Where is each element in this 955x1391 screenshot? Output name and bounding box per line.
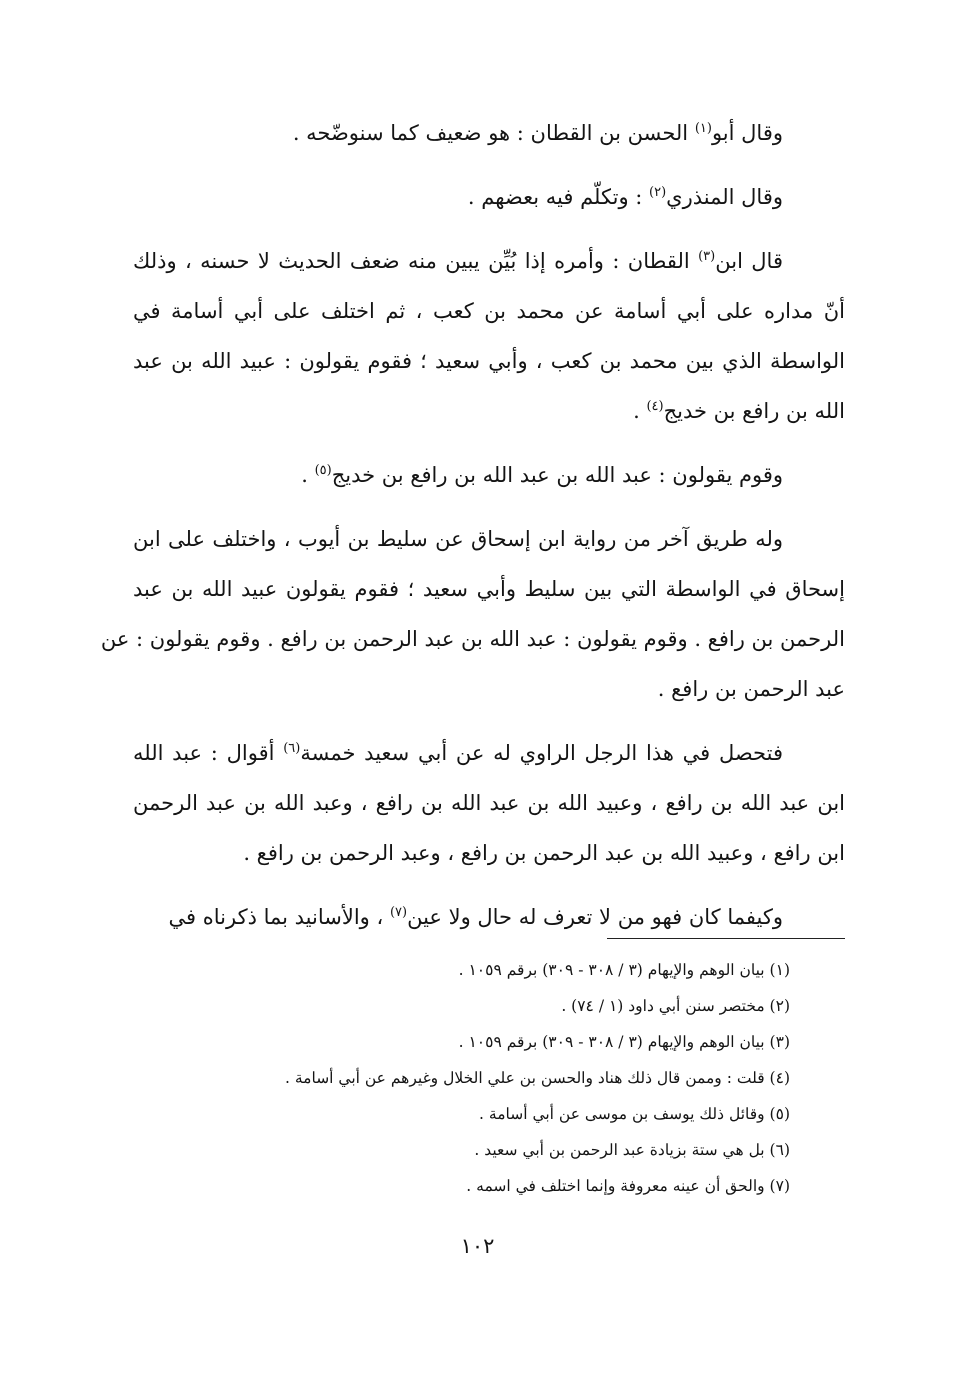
text-line <box>133 236 845 286</box>
footnote-separator <box>607 938 845 939</box>
paragraph-gap <box>133 878 845 892</box>
paragraph-gap <box>133 714 845 728</box>
main-text <box>100 108 845 942</box>
footnote: (١) بيان الوهم والإيهام (٣ / ٣٠٨ - ٣٠٩) برقم ١٠٥٩ . <box>458 961 790 979</box>
text-run: عبد الرحمن بن رافع . <box>657 677 845 701</box>
paragraph <box>100 514 845 714</box>
text-line <box>133 728 845 778</box>
text-run: وله طريق آخر من رواية ابن إسحاق عن سليط بن أيوب ، واختلف على ابن <box>133 527 783 551</box>
text-run: قال ابن <box>715 249 783 273</box>
text-line <box>133 286 845 336</box>
paragraph <box>133 172 845 222</box>
text-line <box>133 172 845 222</box>
text-line <box>133 564 845 614</box>
text-line <box>133 514 845 564</box>
footnote: (٢) مختصر سنن أبي داود (١ / ٧٤) . <box>561 997 790 1015</box>
paragraph-gap <box>133 222 845 236</box>
footnote-ref: (٧) <box>389 905 408 920</box>
footnotes <box>170 952 790 1204</box>
footnote-ref: (٣) <box>698 249 716 264</box>
footnote-ref: (٦) <box>283 741 301 756</box>
text-run: أقوال : عبد الله <box>133 741 284 765</box>
footnote: (٥) وقائل ذلك يوسف بن موسى عن أبي أسامة . <box>479 1105 790 1123</box>
text-line <box>133 664 845 714</box>
footnote: (٧) والحق أن عينه معروفة وإنما اختلف في اسمه . <box>466 1177 790 1195</box>
text-line <box>133 336 845 386</box>
text-run: . <box>301 463 315 487</box>
text-run: ابن رافع ، وعبيد الله بن عبد الرحمن بن رافع ، وعبد الرحمن بن رافع . <box>243 841 845 865</box>
text-run: الواسطة الذي بين محمد بن كعب ، وأبي سعيد ؛ فقوم يقولون : عبيد الله بن عبد <box>133 349 845 373</box>
text-line <box>133 828 845 878</box>
text-line <box>133 892 845 942</box>
text-run: الله بن رافع بن خديج <box>663 399 845 423</box>
paragraph <box>133 236 845 436</box>
paragraph <box>133 450 845 500</box>
text-run: وكيفما كان فهو من لا تعرف له حال ولا عين <box>407 905 783 929</box>
text-line <box>133 386 845 436</box>
paragraph <box>133 728 845 878</box>
text-run: . <box>633 399 647 423</box>
paragraph-gap <box>133 158 845 172</box>
text-run: ، والأسانيد بما ذكرناه في <box>168 905 390 929</box>
text-line <box>133 450 845 500</box>
paragraph <box>133 108 845 158</box>
text-run: القطان : وأمره إذا بُيِّن يبين منه ضعف الحديث لا حسنه ، وذلك <box>133 249 699 273</box>
text-run: إسحاق في الواسطة التي بين سليط وأبي سعيد ؛ فقوم يقولون عبيد الله بن عبد <box>133 577 845 601</box>
footnote: (٣) بيان الوهم والإيهام (٣ / ٣٠٨ - ٣٠٩) برقم ١٠٥٩ . <box>458 1033 790 1051</box>
text-run: وقوم يقولون : عبد الله بن عبد الله بن رافع بن خديج <box>331 463 783 487</box>
text-line <box>133 108 845 158</box>
text-line <box>100 614 845 664</box>
text-run: وقال المنذري <box>666 185 783 209</box>
footnote: (٤) قلت : وممن قال ذلك هناد والحسن بن علي الخلال وغيرهم عن أبي أسامة . <box>285 1069 790 1087</box>
text-run: وقال أبو <box>711 121 783 145</box>
footnote-ref: (٤) <box>646 399 664 414</box>
paragraph-gap <box>133 436 845 450</box>
footnote-ref: (٢) <box>649 185 667 200</box>
paragraph <box>133 892 845 942</box>
footnote-ref: (٥) <box>314 463 332 478</box>
page-number: ١٠٢ <box>460 1234 495 1258</box>
text-run: الرحمن بن رافع . وقوم يقولون : عبد الله بن عبد الرحمن بن رافع . وقوم يقولون : عن <box>100 627 845 651</box>
text-run: ابن عبد الله بن رافع ، وعبيد الله بن عبد الله بن رافع ، وعبد الله بن عبد الرحمن <box>133 791 845 815</box>
text-line <box>133 778 845 828</box>
text-run: : وتكلّم فيه بعضهم . <box>467 185 650 209</box>
paragraph-gap <box>133 500 845 514</box>
footnote: (٦) بل هي ستة بزيادة عبد الرحمن بن أبي سعيد . <box>474 1141 790 1159</box>
text-run: أنّ مداره على أبي أسامة عن محمد بن كعب ، ثم اختلف على أبي أسامة في <box>133 299 845 323</box>
text-run: الحسن بن القطان : هو ضعيف كما سنوضّحه . <box>292 121 695 145</box>
footnote-ref: (١) <box>694 121 712 136</box>
text-run: فتحصل في هذا الرجل الراوي له عن أبي سعيد خمسة <box>300 741 783 765</box>
